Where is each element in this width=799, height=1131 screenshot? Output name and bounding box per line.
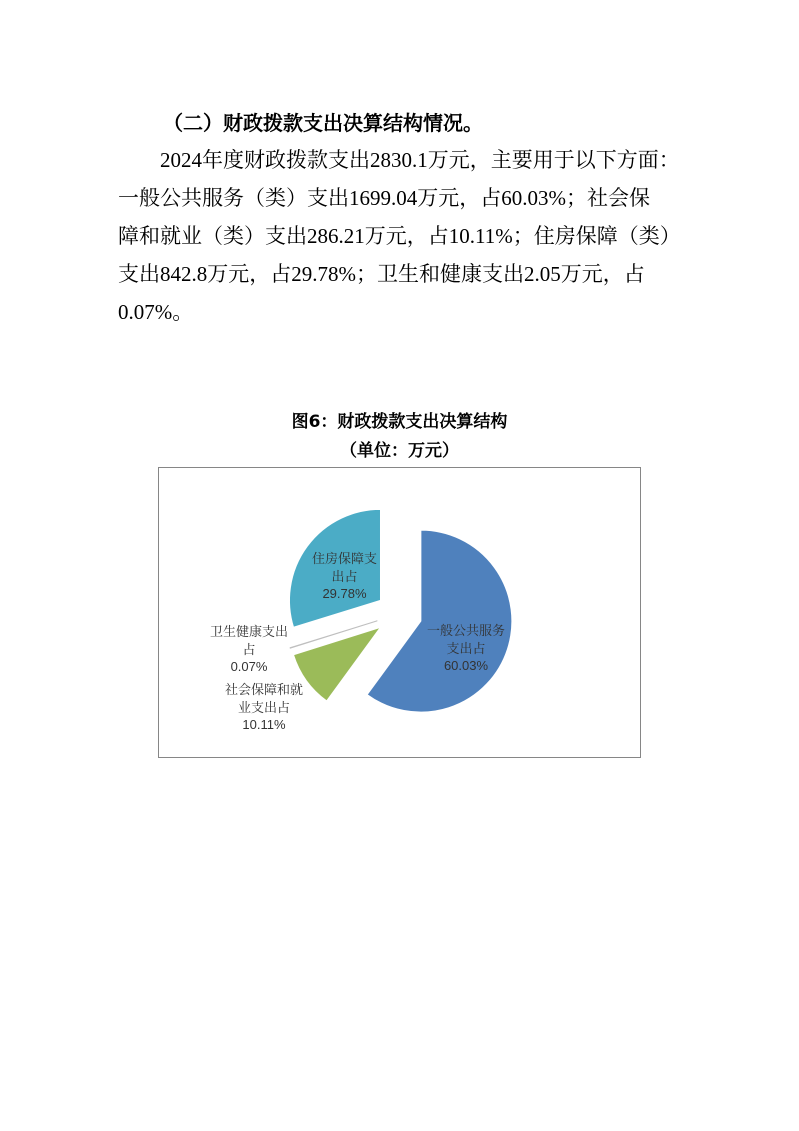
data-label-general-public-services — [425, 622, 507, 675]
data-label-housing-security — [310, 550, 379, 603]
data-label-category: 一般公共服务支出占 — [426, 623, 505, 656]
chart-title: 图6：财政拨款支出决算结构 — [291, 412, 508, 432]
chart-subtitle: （单位：万元） — [340, 441, 459, 461]
paragraph-line: 一般公共服务（类）支出1699.04万元，占60.03%；社会保 — [118, 186, 650, 210]
data-label-percent: 29.78% — [322, 586, 367, 601]
body-paragraph — [118, 141, 681, 331]
pie-slice-social-security-employment — [294, 627, 381, 701]
data-label-social-security-employment — [223, 681, 305, 734]
data-label-percent: 0.07% — [230, 659, 268, 674]
paragraph-line: 支出842.8万元，占29.78%；卫生和健康支出2.05万元，占 — [118, 262, 645, 286]
data-label-percent: 10.11% — [242, 717, 286, 732]
data-label-health — [208, 623, 290, 676]
section-heading: （二）财政拨款支出决算结构情况。 — [163, 111, 483, 135]
paragraph-line: 障和就业（类）支出286.21万元，占10.11%；住房保障（类） — [118, 224, 681, 248]
paragraph-line: 0.07%。 — [118, 300, 194, 324]
data-label-category: 住房保障支出占 — [311, 551, 377, 584]
paragraph-line: 2024年度财政拨款支出2830.1万元，主要用于以下方面： — [160, 148, 680, 172]
data-label-percent: 60.03% — [443, 658, 489, 673]
chart-caption — [0, 408, 799, 466]
data-label-category: 卫生健康支出占 — [209, 624, 288, 657]
pie-slices — [289, 509, 511, 712]
chart-frame — [158, 467, 641, 758]
data-label-category: 社会保障和就业支出占 — [224, 682, 303, 715]
